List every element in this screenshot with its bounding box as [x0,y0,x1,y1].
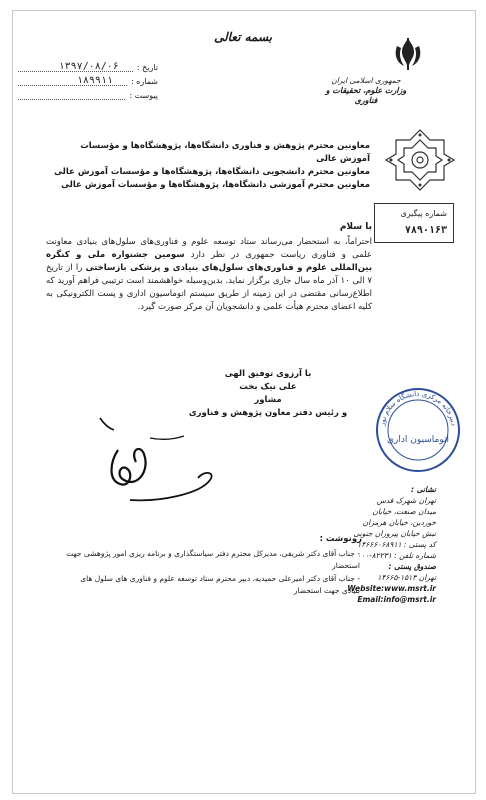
pobox-label: صندوق پستی : [388,562,436,571]
website-link[interactable]: Website:www.msrt.ir [347,584,436,593]
recipients-block [50,140,370,192]
date-row [18,58,158,72]
address-line: میدان صنعت، خیابان [372,507,436,516]
iran-emblem-icon [388,34,428,74]
tracking-number-box [374,203,454,243]
org-line2: وزارت علوم، تحقیقات و فناوری [325,86,407,105]
bismillah-heading: بسمه تعالی [213,30,273,44]
postal-code: کد پستی : ۱۴۶۶۶۰۶۸۹۱۱ [357,540,436,549]
date-value: ۱۳۹۷/۰۸/۰۶ [58,61,119,72]
body-text-part1: احتراماً، به استحضار می‌رساند ستاد توسعه علوم و فناوری‌های سلول‌های بنیادی معاونت علمی و فناوری ریاست جمهوری در نظر دارد [46,237,372,260]
ministry-name [316,76,416,106]
handwritten-signature-icon [90,410,250,530]
body-text-part2: را از تاریخ ۷ الی ۱۰ آذر ماه سال جاری برگزار نماید. بدین‌وسیله خواهشمند است ترتیبی فراهم آورید که اطلاع‌رسانی مقتضی در این زمینه از طریق سیستم اتوماسیون اداری و پست الکترونیکی به کلیه اعضای محترم هیأت علمی و دانشجویان آن مرکز صورت گیرد. [46,263,372,312]
org-line1: جمهوری اسلامی ایران [331,76,401,85]
letter-body [46,236,372,314]
email-link[interactable]: Email:info@msrt.ir [357,595,436,604]
tracking-label: شماره پیگیری [400,209,447,218]
cc-list [60,548,360,598]
number-row [18,72,158,86]
pobox-value: تهران ۱۵۱۳-۱۴۶۶۵ [377,573,436,582]
cc-item: - جناب آقای دکتر امیرعلی حمیدیه، دبیر محترم ستاد توسعه علوم و فناوری های سلول های بنیادی جهت استحضار [80,574,360,595]
body-event-name: سومین جشنواره ملی و کنگره بین‌المللی علوم و فناوری‌های سلول‌های بنیادی و پزشکی بازساختی [46,250,373,273]
decorative-ornament-icon [382,126,458,194]
phone-number: شماره تلفن : ۸۲۲۳۱-۰۰۰ [356,551,436,560]
cc-title: رونوشت : [319,534,362,544]
tracking-value: ۷۸۹۰۱۶۳ [404,225,447,236]
number-label: شماره : [130,77,158,86]
cc-item: - جناب آقای دکتر شریفی، مدیرکل محترم دفتر سیاستگذاری و برنامه ریزی امور پژوهشی جهت استحضار [66,549,360,570]
salutation: با سلام [339,222,372,232]
stamp-top-text: دبیرخانه مرکزی دانشگاه سلام نور [378,389,458,427]
recipient-line: معاونین محترم پژوهش و فناوری دانشگاه‌ها، پژوهشگاه‌ها و مؤسسات آموزش عالی [80,141,370,164]
closing-line: با آرزوی توفیق الهی [224,369,312,379]
attachment-row [18,86,158,100]
address-line: تهران شهرک قدس [376,496,436,505]
office-stamp-icon [374,386,462,474]
recipient-line: معاونین محترم آموزشی دانشگاه‌ها، پژوهشگاه‌ها و مؤسسات آموزش عالی [61,180,370,190]
signer-title2: و رئیس دفتر معاون پژوهش و فناوری [188,408,348,418]
date-label: تاریخ : [136,63,158,72]
address-line: نبش خیابان پیروزان جنوبی [353,529,436,538]
number-value: ۱۸۹۹۱۱ [76,75,113,86]
signer-title1: مشاور [254,395,282,405]
signer-name: علی نیک بخت [239,382,297,392]
attachment-label: پیوست : [129,91,158,100]
address-line: خوردین، خیابان هرمزان [362,518,436,527]
address-label: نشانی : [410,485,436,494]
stamp-bottom-text: اتوماسیون اداری [387,435,449,445]
recipient-line: معاونین محترم دانشجویی دانشگاه‌ها، پژوهشگاه‌ها و مؤسسات آموزش عالی [54,167,370,177]
